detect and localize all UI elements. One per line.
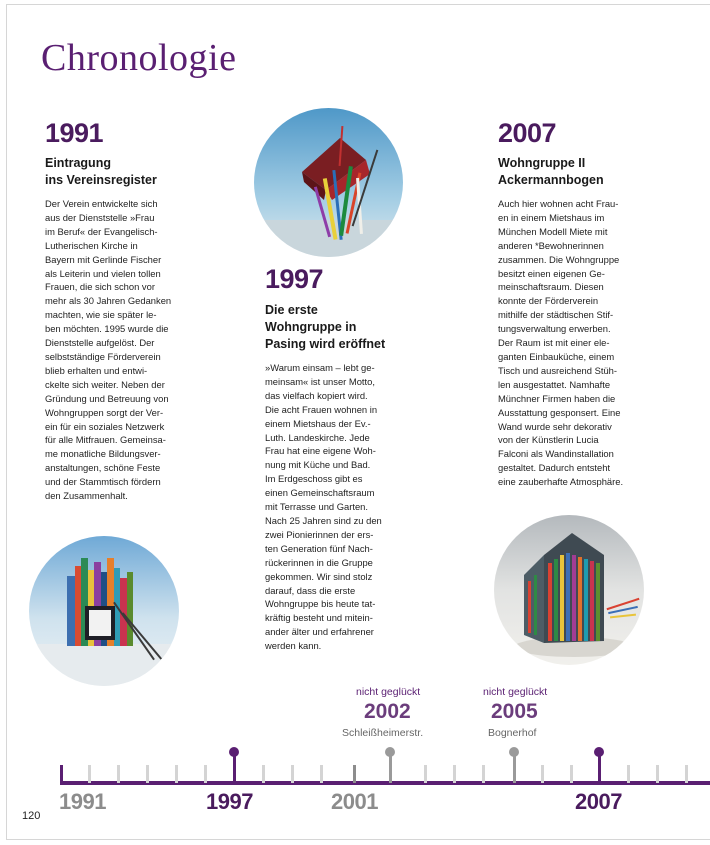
timeline-axis xyxy=(60,781,710,785)
col3-body-line: mithilfe der städtischen Stif- xyxy=(498,309,614,321)
col1-body-line: anstaltungen, schöne Feste xyxy=(45,462,161,474)
col2-heading-line: Die erste xyxy=(265,303,318,317)
col3-body-line: ganten Einbauküche, einem xyxy=(498,350,615,362)
col1-body-text xyxy=(45,197,171,503)
col2-body-line: ander älter und erfahrener xyxy=(265,626,374,638)
timeline-marker-dot-2002 xyxy=(385,747,395,757)
timeline-tick xyxy=(262,765,265,783)
col2-body-line: darauf, dass die erste xyxy=(265,584,356,596)
col2-heading-line: Wohngruppe in xyxy=(265,320,357,334)
col1-body-line: ckelte sich weiter. Neben der xyxy=(45,378,165,390)
timeline-failed-place: Schleißheimerstr. xyxy=(342,727,424,739)
col3-body-line: konnte der Förderverein xyxy=(498,295,599,307)
artwork-image-red-roof xyxy=(254,108,403,257)
col3-body-line: Falconi als Wandinstallation xyxy=(498,448,614,460)
col1-body-line: und der Stammtisch fördern xyxy=(45,476,161,488)
page-number: 120 xyxy=(22,810,41,822)
col1-body-line: im Beruf« der Evangelisch- xyxy=(45,225,158,237)
year-heading-1997: 1997 xyxy=(265,264,324,294)
col2-heading xyxy=(265,302,385,353)
col3-body-text xyxy=(498,197,623,489)
col3-heading xyxy=(498,155,604,189)
timeline-year-label: 2001 xyxy=(331,789,378,814)
col2-body-line: Wohngruppe bis heute tat- xyxy=(265,598,376,610)
timeline-marker-stem xyxy=(513,753,516,783)
col1-body-line: me monatliche Bildungsver- xyxy=(45,448,161,460)
col3-body-line: tungsverwaltung erwerben. xyxy=(498,323,611,335)
timeline-tick xyxy=(685,765,688,783)
col2-body-line: Luth. Landeskirche. Jede xyxy=(265,431,370,443)
timeline-failed-year: 2005 xyxy=(491,700,538,723)
timeline-year-label: 1991 xyxy=(59,789,106,814)
col1-body-line: Dienststelle aufgelöst. Der xyxy=(45,337,155,349)
col2-body-line: einem Mietshaus der Ev.- xyxy=(265,417,371,429)
col2-body-line: »Warum einsam – lebt ge- xyxy=(265,362,375,373)
col3-body-line: gestaltet. Dadurch entsteht xyxy=(498,462,611,474)
timeline-tick xyxy=(541,765,544,783)
timeline-tick xyxy=(291,765,294,783)
timeline-tick xyxy=(146,765,149,783)
col3-body-line: zusammen. Die Wohngruppe xyxy=(498,253,620,265)
timeline-marker-stem xyxy=(598,753,601,783)
col1-body-line: als Leiterin und vielen tollen xyxy=(45,267,161,279)
timeline-tick xyxy=(88,765,91,783)
col2-heading-line: Pasing wird eröffnet xyxy=(265,337,386,351)
col3-heading-line: Ackermannbogen xyxy=(498,173,604,187)
timeline-tick xyxy=(175,765,178,783)
col3-body-line: Ausstattung gesponsert. Eine xyxy=(498,406,621,418)
col3-body-line: meinschaftsraum. Diesen xyxy=(498,281,604,293)
artwork-image-colorful-house xyxy=(29,536,179,686)
col3-body-line: Münchner Firmen haben die xyxy=(498,392,616,404)
artwork-image-striped-house xyxy=(494,515,644,665)
timeline-year-label: 2007 xyxy=(575,789,622,814)
col2-body-line: zwei Pionierinnen der ers- xyxy=(265,528,374,540)
col3-body-line: eine zauberhafte Atmosphäre. xyxy=(498,476,624,488)
col1-body-line: machten, wie sie später le- xyxy=(45,309,157,321)
timeline-failed-place: Bognerhof xyxy=(488,727,537,739)
col2-body-line: Nach 25 Jahren sind zu den xyxy=(265,514,382,526)
col3-body-line: München Modell Miete mit xyxy=(498,225,608,237)
timeline-marker-stem xyxy=(389,753,392,783)
col2-body-line: gekommen. Wir sind stolz xyxy=(265,570,373,582)
col1-body-line: selbstständige Förderverein xyxy=(45,350,161,362)
col2-body-line: ten Generation fünf Nach- xyxy=(265,542,373,554)
timeline-tick-2001 xyxy=(353,765,356,783)
col1-body-line: Der Verein entwickelte sich xyxy=(45,198,158,209)
col3-body-line: Der Raum ist mit einer ele- xyxy=(498,337,610,349)
col3-body-line: len ausgestattet. Namhafte xyxy=(498,378,611,390)
col1-body-line: blieb erhalten und entwi- xyxy=(45,364,148,376)
col3-body-line: anderen *Bewohnerinnen xyxy=(498,239,604,251)
col1-body-line: Gründung und Betreuung von xyxy=(45,392,169,404)
col2-body-line: werden kann. xyxy=(265,640,322,652)
col2-body-line: einen Gemeinschaftsraum xyxy=(265,487,375,499)
col2-body-line: das vielfach kopiert wird. xyxy=(265,389,368,401)
col3-body-line: Tisch und ausreichend Stüh- xyxy=(498,364,617,376)
timeline-tick xyxy=(453,765,456,783)
timeline-year-label: 1997 xyxy=(206,789,253,814)
year-heading-2007: 2007 xyxy=(498,118,557,148)
page-title: Chronologie xyxy=(41,37,237,79)
year-heading-1991: 1991 xyxy=(45,118,104,148)
timeline-failed-note: nicht geglückt xyxy=(356,686,421,698)
timeline-failed-note: nicht geglückt xyxy=(483,686,548,698)
timeline-marker-dot-2007 xyxy=(594,747,604,757)
col2-body-line: Die acht Frauen wohnen in xyxy=(265,403,378,415)
col1-heading xyxy=(45,155,157,189)
col3-body-line: Wand wurde sehr dekorativ xyxy=(498,420,612,432)
col1-body-line: den Zusammenhalt. xyxy=(45,490,128,502)
col1-body-line: Lutherischen Kirche in xyxy=(45,239,138,251)
col2-body-text xyxy=(265,361,382,653)
timeline-tick xyxy=(117,765,120,783)
col1-body-line: mehr als 30 Jahren Gedanken xyxy=(45,295,172,307)
timeline-tick xyxy=(320,765,323,783)
col3-body-line: von der Künstlerin Lucia xyxy=(498,434,599,446)
col2-body-line: meinsam« ist unser Motto, xyxy=(265,375,375,387)
col2-body-line: rückerinnen in die Gruppe xyxy=(265,556,373,568)
col3-body-line: besitzt einen eigenen Ge- xyxy=(498,267,605,279)
timeline-marker-stem xyxy=(233,753,236,783)
col1-heading-line: Eintragung xyxy=(45,156,111,170)
col1-body-line: ein für ein soziales Netzwerk xyxy=(45,420,165,432)
timeline-marker-dot-2005 xyxy=(509,747,519,757)
timeline-tick xyxy=(627,765,630,783)
col2-body-line: Im Erdgeschoss gibt es xyxy=(265,473,363,485)
col1-body-line: für alle Mitfrauen. Gemeinsa- xyxy=(45,434,166,446)
col1-body-line: Frauen, die sich schon vor xyxy=(45,281,155,293)
timeline-tick xyxy=(656,765,659,783)
col3-heading-line: Wohngruppe II xyxy=(498,156,586,170)
col1-body-line: Bayern mit Gerlinde Fischer xyxy=(45,253,162,265)
timeline-marker-dot-1997 xyxy=(229,747,239,757)
col3-body-line: en in einem Mietshaus im xyxy=(498,211,605,223)
col2-body-line: kräftig besteht und mitein- xyxy=(265,612,373,624)
timeline-failed-year: 2002 xyxy=(364,700,411,723)
timeline-tick xyxy=(482,765,485,783)
col3-body-line: Auch hier wohnen acht Frau- xyxy=(498,198,619,209)
timeline-tick xyxy=(204,765,207,783)
col1-body-line: ben möchten. 1995 wurde die xyxy=(45,323,169,335)
col2-body-line: nung mit Küche und Bad. xyxy=(265,459,371,471)
col1-body-line: Wohngruppen sorgt der Ver- xyxy=(45,406,164,418)
col1-heading-line: ins Vereinsregister xyxy=(45,173,157,187)
col1-body-line: aus der Dienststelle »Frau xyxy=(45,211,155,223)
col2-body-line: Frau hat eine eigene Woh- xyxy=(265,445,376,457)
timeline-tick xyxy=(424,765,427,783)
col2-body-line: mit Terrasse und Garten. xyxy=(265,501,368,513)
timeline-tick xyxy=(570,765,573,783)
